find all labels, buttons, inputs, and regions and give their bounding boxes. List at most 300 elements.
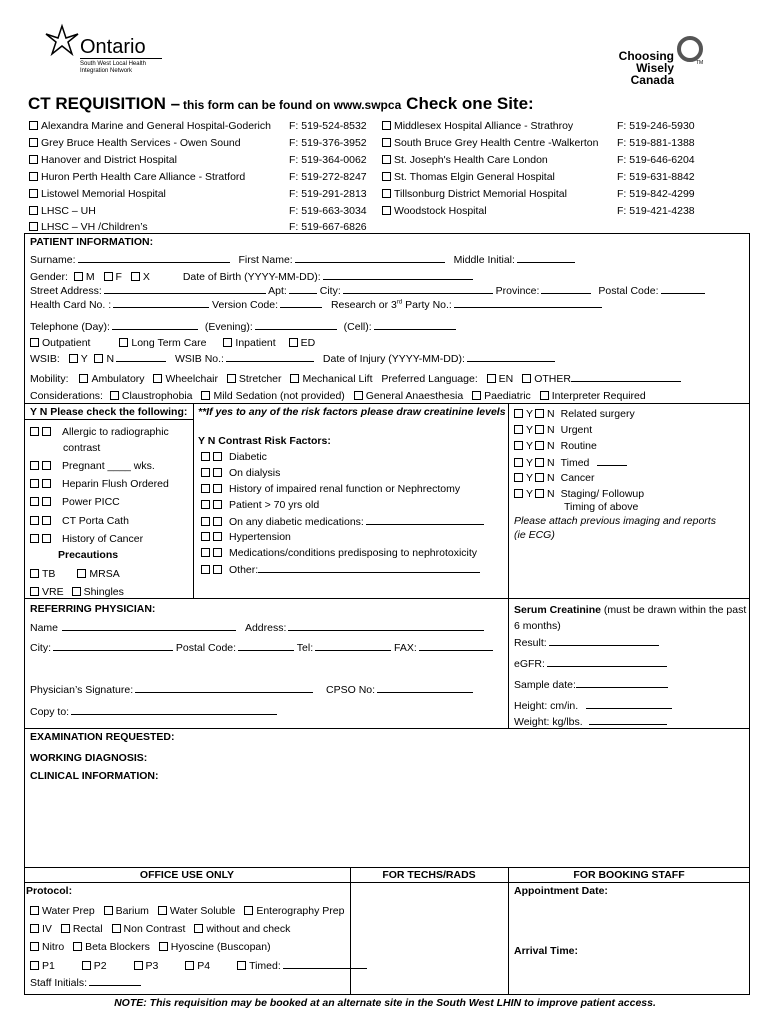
checkbox[interactable] xyxy=(29,222,38,231)
site-fax: F: 519-881-1388 xyxy=(617,137,695,149)
label: Considerations: xyxy=(30,390,103,402)
contrast-item xyxy=(201,451,267,463)
checkbox[interactable] xyxy=(514,473,523,482)
physician-heading: REFERRING PHYSICIAN: xyxy=(30,603,156,615)
label: Date of Birth (YYYY-MM-DD): xyxy=(182,271,321,283)
label: N xyxy=(547,408,555,420)
urgency-item xyxy=(514,424,592,436)
label: Rectal xyxy=(72,923,103,935)
wsib-n-checkbox[interactable] xyxy=(94,354,103,363)
label: City: xyxy=(30,642,51,654)
site-name: LHSC – VH /Children’s xyxy=(41,221,148,233)
patient-name-row xyxy=(30,253,575,266)
lang-other-checkbox[interactable] xyxy=(522,374,531,383)
arrival-label: Arrival Time: xyxy=(514,945,578,957)
contrast-item xyxy=(201,499,319,511)
inpatient-checkbox[interactable] xyxy=(223,338,232,347)
barium-checkbox[interactable] xyxy=(104,906,113,915)
checkbox[interactable] xyxy=(30,479,39,488)
label: N xyxy=(547,424,555,436)
label: History of impaired renal function or Nephrectomy xyxy=(229,483,461,495)
label: General Anaesthesia xyxy=(365,390,464,402)
ecg-note: (ie ECG) xyxy=(514,529,555,541)
checkbox[interactable] xyxy=(213,468,222,477)
label: Middle Initial: xyxy=(453,254,515,266)
label: Related surgery xyxy=(560,408,635,420)
timed-checkbox[interactable] xyxy=(237,961,246,970)
tb-checkbox[interactable] xyxy=(30,569,39,578)
label: Hypertension xyxy=(229,531,291,543)
label: Outpatient xyxy=(42,337,91,349)
label: Long Term Care xyxy=(131,337,207,349)
label: On dialysis xyxy=(229,467,281,479)
checkbox[interactable] xyxy=(535,441,544,450)
label: ED xyxy=(300,337,316,349)
apt-field[interactable] xyxy=(289,284,317,294)
diabetic-meds-field[interactable] xyxy=(366,515,484,525)
label: WSIB No.: xyxy=(174,353,224,365)
checkbox[interactable] xyxy=(514,458,523,467)
beta-blockers-checkbox[interactable] xyxy=(73,942,82,951)
label: OTHER xyxy=(534,373,571,385)
label: Urgent xyxy=(560,424,593,436)
site-fax: F: 519-631-8842 xyxy=(617,171,695,183)
label: Y xyxy=(526,488,534,500)
physician-name-row xyxy=(30,621,484,634)
label: Version Code: xyxy=(212,299,279,311)
physician-postal-field[interactable] xyxy=(238,641,294,651)
patient-type-row xyxy=(30,337,315,349)
prep-row xyxy=(30,905,344,917)
label: WSIB: xyxy=(30,353,60,365)
without-check-checkbox[interactable] xyxy=(194,924,203,933)
risk-item xyxy=(30,496,120,508)
checkbox[interactable] xyxy=(535,409,544,418)
ed-checkbox[interactable] xyxy=(289,338,298,347)
timed-office-field[interactable] xyxy=(283,959,367,969)
outpatient-checkbox[interactable] xyxy=(30,338,39,347)
site-name: St. Thomas Elgin General Hospital xyxy=(394,171,555,183)
site-fax: F: 519-376-3952 xyxy=(289,137,367,149)
tel-cell-field[interactable] xyxy=(374,320,456,330)
label: rd xyxy=(396,299,403,306)
province-field[interactable] xyxy=(541,284,591,294)
site-option[interactable] xyxy=(382,154,548,166)
site-name: Tillsonburg District Memorial Hospital xyxy=(394,188,567,200)
physician-name-field[interactable] xyxy=(62,621,236,631)
label: Y xyxy=(526,457,534,469)
checkbox[interactable] xyxy=(201,452,210,461)
label: First Name: xyxy=(238,254,293,266)
mech-lift-checkbox[interactable] xyxy=(290,374,299,383)
checkbox[interactable] xyxy=(42,497,51,506)
checkbox[interactable] xyxy=(201,500,210,509)
tel-evening-field[interactable] xyxy=(255,320,337,330)
cwc-line2: Wisely xyxy=(636,61,674,75)
rectal-checkbox[interactable] xyxy=(61,924,70,933)
label: Result: xyxy=(514,637,547,649)
tel-day-field[interactable] xyxy=(112,320,198,330)
checkbox[interactable] xyxy=(42,516,51,525)
office-use-heading: OFFICE USE ONLY xyxy=(139,869,235,881)
checkbox[interactable] xyxy=(42,427,51,436)
cwc-line3: Canada xyxy=(630,73,674,87)
ambulatory-checkbox[interactable] xyxy=(79,374,88,383)
label: FAX: xyxy=(394,642,417,654)
site-name: St. Joseph's Health Care London xyxy=(394,154,548,166)
water-prep-checkbox[interactable] xyxy=(30,906,39,915)
label: Barium xyxy=(115,905,149,917)
site-option[interactable] xyxy=(29,120,271,132)
stretcher-checkbox[interactable] xyxy=(227,374,236,383)
checkbox[interactable] xyxy=(29,172,38,181)
label: Health Card No. : xyxy=(30,299,112,311)
label: Ambulatory xyxy=(91,373,145,385)
version-field[interactable] xyxy=(280,298,322,308)
label: Patient > 70 yrs old xyxy=(229,499,320,511)
label: Postal Code: xyxy=(175,642,237,654)
label: Preferred Language: xyxy=(381,373,478,385)
checkbox[interactable] xyxy=(213,500,222,509)
p3-checkbox[interactable] xyxy=(134,961,143,970)
site-option[interactable] xyxy=(29,221,148,233)
working-diagnosis: WORKING DIAGNOSIS: xyxy=(30,752,148,764)
checkbox[interactable] xyxy=(514,441,523,450)
label: CT Porta Cath xyxy=(62,515,129,527)
gender-m-checkbox[interactable] xyxy=(74,272,83,281)
precaution-row xyxy=(30,586,124,598)
wsib-y-checkbox[interactable] xyxy=(69,354,78,363)
label: Postal Code: xyxy=(598,285,659,297)
label: IV xyxy=(42,923,52,935)
site-name: Hanover and District Hospital xyxy=(41,154,177,166)
checkbox[interactable] xyxy=(213,565,222,574)
label: P1 xyxy=(42,960,55,972)
label: Staging/ Followup xyxy=(560,488,645,500)
injury-date-field[interactable] xyxy=(467,352,555,362)
result-field[interactable] xyxy=(549,636,659,646)
risk-item xyxy=(30,426,169,438)
title-check: Check one Site: xyxy=(406,94,534,113)
label: Nitro xyxy=(42,941,65,953)
p4-checkbox[interactable] xyxy=(185,961,194,970)
site-fax: F: 519-667-6826 xyxy=(289,221,367,233)
paediatric-checkbox[interactable] xyxy=(472,391,481,400)
label: Name xyxy=(30,622,59,634)
copy-to-field[interactable] xyxy=(71,705,277,715)
cpso-field[interactable] xyxy=(377,683,473,693)
label: eGFR: xyxy=(514,658,545,670)
checkbox[interactable] xyxy=(213,548,222,557)
label: M xyxy=(85,271,95,283)
checkbox[interactable] xyxy=(382,206,391,215)
risk-item xyxy=(30,515,129,527)
label: Water Prep xyxy=(42,905,95,917)
non-contrast-checkbox[interactable] xyxy=(112,924,121,933)
checkbox[interactable] xyxy=(535,473,544,482)
research-field[interactable] xyxy=(454,298,602,308)
label: Address: xyxy=(244,622,287,634)
site-name: Listowel Memorial Hospital xyxy=(41,188,166,200)
protocol-label: Protocol: xyxy=(26,885,73,897)
wsib-row xyxy=(30,352,555,365)
checkbox[interactable] xyxy=(30,534,39,543)
label: N xyxy=(547,472,555,484)
height-field[interactable] xyxy=(586,699,672,709)
label: Mechanical Lift xyxy=(302,373,373,385)
checkbox[interactable] xyxy=(29,155,38,164)
checkbox[interactable] xyxy=(29,138,38,147)
nitro-checkbox[interactable] xyxy=(30,942,39,951)
urgency-item xyxy=(514,440,597,452)
clinical-information: CLINICAL INFORMATION: xyxy=(30,770,159,782)
checkbox[interactable] xyxy=(42,461,51,470)
lang-en-checkbox[interactable] xyxy=(487,374,496,383)
label: F xyxy=(115,271,122,283)
patient-heading: PATIENT INFORMATION: xyxy=(30,236,154,248)
label: Beta Blockers xyxy=(85,941,150,953)
contrast-item xyxy=(201,563,480,576)
label: Shingles xyxy=(83,586,124,598)
height-row xyxy=(514,699,672,712)
interpreter-checkbox[interactable] xyxy=(540,391,549,400)
site-fax: F: 519-272-8247 xyxy=(289,171,367,183)
checkbox[interactable] xyxy=(30,516,39,525)
physician-fax-field[interactable] xyxy=(419,641,493,651)
checkbox[interactable] xyxy=(382,172,391,181)
label: City: xyxy=(319,285,341,297)
site-option[interactable] xyxy=(382,171,555,183)
label: N xyxy=(547,457,555,469)
serum-note2: 6 months) xyxy=(514,620,561,632)
checkbox[interactable] xyxy=(29,121,38,130)
label: Copy to: xyxy=(30,706,70,718)
checkbox[interactable] xyxy=(201,532,210,541)
weight-field[interactable] xyxy=(589,715,667,725)
checkbox[interactable] xyxy=(213,532,222,541)
label: Sample date: xyxy=(514,679,576,691)
other-lang-field[interactable] xyxy=(571,372,681,382)
checkbox[interactable] xyxy=(201,484,210,493)
gender-x-checkbox[interactable] xyxy=(131,272,140,281)
physician-address-field[interactable] xyxy=(288,621,484,631)
checkbox[interactable] xyxy=(29,189,38,198)
p2-checkbox[interactable] xyxy=(82,961,91,970)
checkbox[interactable] xyxy=(535,458,544,467)
site-option[interactable] xyxy=(29,205,96,217)
urgency-item xyxy=(514,488,644,500)
anaesthesia-checkbox[interactable] xyxy=(354,391,363,400)
checkbox[interactable] xyxy=(535,425,544,434)
label: N xyxy=(547,440,555,452)
sample-date-field[interactable] xyxy=(576,678,668,688)
p1-checkbox[interactable] xyxy=(30,961,39,970)
shingles-checkbox[interactable] xyxy=(72,587,81,596)
checkbox[interactable] xyxy=(535,489,544,498)
label: Routine xyxy=(560,440,597,452)
sample-row xyxy=(514,678,668,691)
wsib-field[interactable] xyxy=(116,352,166,362)
lhin-line1: South West Local Health xyxy=(80,61,146,67)
site-name: Woodstock Hospital xyxy=(394,205,487,217)
wsib-no-field[interactable] xyxy=(226,352,314,362)
checkbox[interactable] xyxy=(201,548,210,557)
label: Height: cm/in. xyxy=(514,700,579,712)
label: Staff Initials: xyxy=(30,977,88,989)
ontario-wordmark: Ontario xyxy=(80,36,146,58)
checkbox[interactable] xyxy=(382,189,391,198)
dob-field[interactable] xyxy=(323,270,473,280)
claustro-checkbox[interactable] xyxy=(110,391,119,400)
label: Y xyxy=(526,408,534,420)
checkbox[interactable] xyxy=(382,121,391,130)
label: (Cell): xyxy=(343,321,372,333)
label: Apt: xyxy=(268,285,287,297)
risk-item xyxy=(30,478,169,490)
checkbox[interactable] xyxy=(201,468,210,477)
checkbox[interactable] xyxy=(213,452,222,461)
health-card-field[interactable] xyxy=(113,298,209,308)
site-option[interactable] xyxy=(382,205,487,217)
label: Y xyxy=(80,353,88,365)
meds-row xyxy=(30,941,271,953)
site-option[interactable] xyxy=(29,171,245,183)
checkbox[interactable] xyxy=(201,517,210,526)
signature-field[interactable] xyxy=(135,683,313,693)
label: Y xyxy=(526,424,534,436)
site-fax: F: 519-291-2813 xyxy=(289,188,367,200)
checkbox[interactable] xyxy=(213,517,222,526)
site-fax: F: 519-842-4299 xyxy=(617,188,695,200)
egfr-row xyxy=(514,657,667,670)
precaution-row xyxy=(30,568,120,580)
label: EN xyxy=(498,373,514,385)
water-soluble-checkbox[interactable] xyxy=(158,906,167,915)
label: Inpatient xyxy=(235,337,276,349)
city-field[interactable] xyxy=(343,284,493,294)
label: Diabetic xyxy=(229,451,267,463)
label: Cancer xyxy=(560,472,595,484)
label: Claustrophobia xyxy=(121,390,193,402)
site-option[interactable] xyxy=(382,188,567,200)
checkbox[interactable] xyxy=(382,138,391,147)
entero-prep-checkbox[interactable] xyxy=(244,906,253,915)
egfr-field[interactable] xyxy=(547,657,667,667)
site-option[interactable] xyxy=(29,154,177,166)
copy-row xyxy=(30,705,277,718)
checkbox[interactable] xyxy=(42,479,51,488)
label: N xyxy=(547,488,555,500)
gender-row xyxy=(30,270,473,283)
site-name: LHSC – UH xyxy=(41,205,96,217)
label: without and check xyxy=(206,923,291,935)
cwc-line1: Choosing xyxy=(618,49,674,63)
result-row xyxy=(514,636,659,649)
label: Mild Sedation (not provided) xyxy=(213,390,345,402)
site-fax: F: 519-646-6204 xyxy=(617,154,695,166)
checkbox[interactable] xyxy=(213,484,222,493)
street-field[interactable] xyxy=(104,284,266,294)
gender-f-checkbox[interactable] xyxy=(104,272,113,281)
label: MRSA xyxy=(89,568,120,580)
checkbox[interactable] xyxy=(30,497,39,506)
urgency-item xyxy=(514,472,594,484)
label: Street Address: xyxy=(30,285,102,297)
site-fax: F: 519-421-4238 xyxy=(617,205,695,217)
label: Y xyxy=(526,472,534,484)
label: CPSO No: xyxy=(326,684,376,696)
timed-field[interactable] xyxy=(597,456,627,466)
label: Pregnant ____ wks. xyxy=(62,460,155,472)
checkbox[interactable] xyxy=(514,425,523,434)
label: Stretcher xyxy=(238,373,282,385)
label: VRE xyxy=(42,586,64,598)
contrast-item xyxy=(201,531,291,543)
wheelchair-checkbox[interactable] xyxy=(153,374,162,383)
vre-checkbox[interactable] xyxy=(30,587,39,596)
checkbox[interactable] xyxy=(514,489,523,498)
serum-heading xyxy=(514,604,746,616)
checkbox[interactable] xyxy=(382,155,391,164)
long-term-checkbox[interactable] xyxy=(119,338,128,347)
signature-row xyxy=(30,683,473,696)
checkbox[interactable] xyxy=(30,461,39,470)
postal-field[interactable] xyxy=(661,284,705,294)
booking-heading: FOR BOOKING STAFF xyxy=(573,869,685,881)
title-sub: this form can be found on www.swpca xyxy=(183,98,402,112)
cwc-circle-icon xyxy=(676,35,704,63)
staff-initials-field[interactable] xyxy=(89,976,141,986)
mild-sedation-checkbox[interactable] xyxy=(201,391,210,400)
physician-tel-field[interactable] xyxy=(315,641,391,651)
label: (Evening): xyxy=(204,321,253,333)
label: Party No.: xyxy=(402,299,452,311)
risk-item xyxy=(30,533,143,545)
physician-city-field[interactable] xyxy=(53,641,173,651)
appointment-label: Appointment Date: xyxy=(514,885,608,897)
other-field[interactable] xyxy=(258,563,480,573)
label: Weight: kg/lbs. xyxy=(514,716,583,728)
site-option[interactable] xyxy=(382,137,598,149)
site-option[interactable] xyxy=(29,137,241,149)
label: TB xyxy=(42,568,56,580)
site-option[interactable] xyxy=(29,188,166,200)
hyoscine-checkbox[interactable] xyxy=(159,942,168,951)
staff-row xyxy=(30,976,141,989)
first-name-field[interactable] xyxy=(295,253,445,263)
label: Heparin Flush Ordered xyxy=(62,478,169,490)
middle-initial-field[interactable] xyxy=(517,253,575,263)
checkbox[interactable] xyxy=(201,565,210,574)
exam-requested: EXAMINATION REQUESTED: xyxy=(30,731,175,743)
contrast-item xyxy=(201,515,484,528)
urgency-item xyxy=(514,408,635,420)
label: Power PICC xyxy=(62,496,120,508)
checkbox[interactable] xyxy=(30,427,39,436)
mrsa-checkbox[interactable] xyxy=(77,569,86,578)
physician-city-row xyxy=(30,641,493,654)
contrast-item xyxy=(201,467,280,479)
site-option[interactable] xyxy=(382,120,573,132)
checkbox[interactable] xyxy=(514,409,523,418)
checkbox[interactable] xyxy=(29,206,38,215)
checkbox[interactable] xyxy=(42,534,51,543)
iv-checkbox[interactable] xyxy=(30,924,39,933)
footer-note: NOTE: This requisition may be booked at an alternate site in the South West LHIN to improve patient access. xyxy=(114,997,656,1009)
surname-field[interactable] xyxy=(78,253,230,263)
considerations-row xyxy=(30,390,646,402)
label: Telephone (Day): xyxy=(30,321,110,333)
